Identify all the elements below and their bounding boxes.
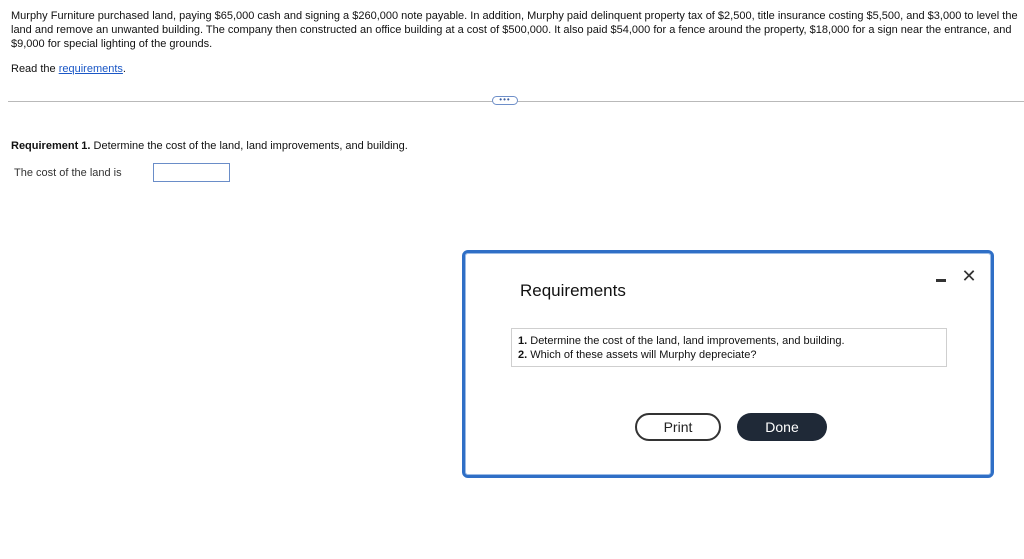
requirement-1-heading <box>11 140 408 152</box>
print-button[interactable]: Print <box>635 413 721 441</box>
read-requirements-line <box>11 63 126 75</box>
land-cost-input[interactable] <box>153 163 230 182</box>
requirements-dialog <box>462 250 994 478</box>
requirements-list <box>511 328 947 367</box>
item-number: 2. <box>518 349 528 361</box>
item-text: Determine the cost of the land, land improvements, and building. <box>527 335 845 347</box>
requirements-link[interactable]: requirements <box>58 63 123 75</box>
read-prefix: Read the <box>11 63 59 75</box>
requirement-1-text: Determine the cost of the land, land improvements, and building. <box>90 140 408 152</box>
close-icon[interactable]: ✕ <box>961 266 977 286</box>
done-button[interactable]: Done <box>737 413 827 441</box>
list-item <box>518 334 940 348</box>
dialog-title: Requirements <box>520 281 626 300</box>
read-suffix: . <box>122 63 126 75</box>
expand-ellipsis-button[interactable]: ••• <box>492 96 518 105</box>
item-text: Which of these assets will Murphy depreciate? <box>527 349 757 361</box>
problem-statement: Murphy Furniture purchased land, paying $65,000 cash and signing a $260,000 note payable. In addition, Murphy paid delinquent property tax of $2,500, title insurance costing $5,500, and $3,000 to level the land and remove an unwanted building. The company then constructed an office building at a cost of $500,000. It also paid $54,000 for a fence around the property, $18,000 for a sign near the entrance, and $9,000 for special lighting of the grounds. <box>11 10 1018 50</box>
land-cost-label: The cost of the land is <box>14 167 122 179</box>
requirement-1-label: Requirement 1. <box>11 140 91 152</box>
item-number: 1. <box>518 335 528 347</box>
minimize-icon[interactable] <box>935 273 947 285</box>
list-item <box>518 348 940 362</box>
